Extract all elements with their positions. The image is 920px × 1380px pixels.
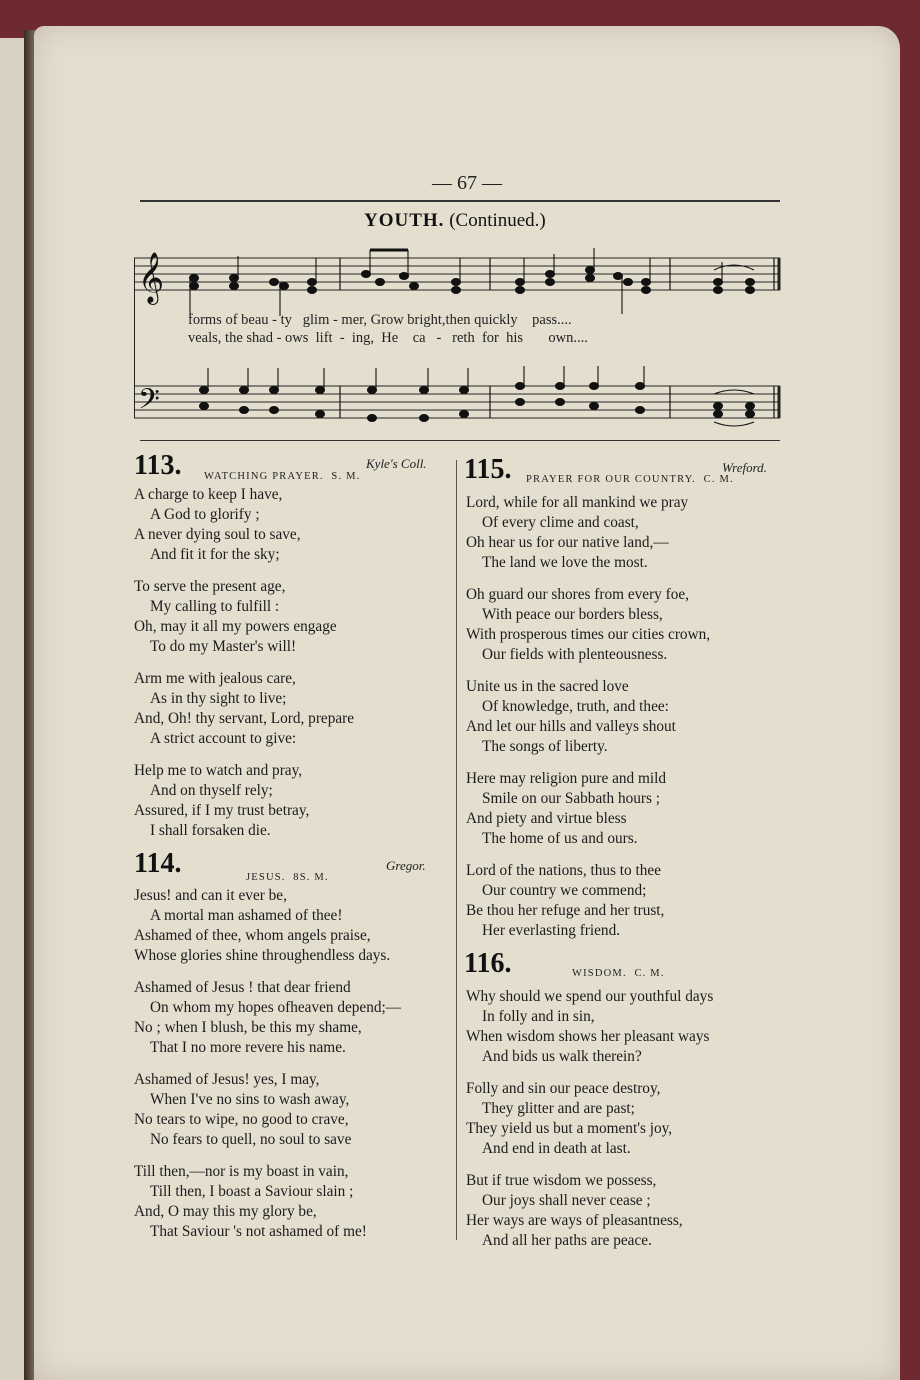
hymn-113-title: WATCHING PRAYER. S. M. — [204, 471, 361, 482]
page-number: — 67 — — [432, 172, 502, 194]
verse-line: Lord of the nations, thus to thee — [466, 862, 661, 879]
verse-line: Whose glories shine throughendless days. — [134, 947, 391, 964]
tune-note: (Continued.) — [449, 210, 546, 231]
verse-line: Smile on our Sabbath hours ; — [482, 790, 661, 807]
verse-line: No fears to quell, no soul to save — [150, 1131, 352, 1148]
verse-line: When I've no sins to wash away, — [150, 1091, 350, 1108]
verse-line: Ashamed of Jesus ! that dear friend — [134, 979, 351, 996]
verse-line: That Saviour 's not ashamed of me! — [150, 1223, 367, 1240]
verse-line: Our fields with plenteousness. — [482, 646, 668, 663]
verse-line: On whom my hopes ofheaven depend;— — [150, 999, 402, 1016]
lyric-line-1: forms of beau - ty glim - mer, Grow bright,then quickly pass.... — [188, 312, 572, 328]
verse-line: My calling to fulfill : — [150, 598, 280, 615]
verse-line: They yield us but a moment's joy, — [466, 1120, 673, 1137]
verse-line: And bids us walk therein? — [482, 1048, 642, 1065]
verse-line: Ashamed of Jesus! yes, I may, — [134, 1071, 320, 1088]
hymn-116-number: 116. — [464, 948, 512, 979]
hymn-113-number: 113. — [134, 450, 182, 481]
verse-line: Our joys shall never cease ; — [482, 1192, 651, 1209]
verse-line: A God to glorify ; — [150, 506, 260, 523]
verse-line: As in thy sight to live; — [150, 690, 287, 707]
bass-notes — [200, 366, 755, 426]
hymn-113-composer: Kyle's Coll. — [366, 456, 427, 471]
treble-clef-icon: 𝄞 — [138, 252, 165, 303]
verse-line: Oh guard our shores from every foe, — [466, 586, 690, 603]
verse-line: A mortal man ashamed of thee! — [150, 907, 343, 924]
verse-line: Why should we spend our youthful days — [466, 988, 714, 1005]
hymn-114-composer: Gregor. — [386, 858, 426, 873]
hymn-115-text — [466, 493, 710, 941]
hymn-114-number: 114. — [134, 848, 182, 879]
verse-line: Till then, I boast a Saviour slain ; — [150, 1183, 354, 1200]
verse-line: And all her paths are peace. — [482, 1232, 652, 1249]
verse-line: Ashamed of thee, whom angels praise, — [134, 927, 371, 944]
bass-staff — [134, 386, 780, 418]
verse-line: Folly and sin our peace destroy, — [466, 1080, 661, 1097]
verse-line: Her everlasting friend. — [482, 922, 621, 939]
verse-line: A charge to keep I have, — [134, 486, 283, 503]
hymn-115-title: PRAYER FOR OUR COUNTRY. C. M. — [526, 474, 734, 485]
verse-line: With prosperous times our cities crown, — [466, 626, 711, 643]
verse-line: Lord, while for all mankind we pray — [466, 494, 689, 511]
verse-line: And fit it for the sky; — [150, 546, 280, 563]
verse-line: Oh hear us for our native land,— — [466, 534, 669, 551]
music-bottom-rule — [140, 440, 780, 441]
verse-line: Arm me with jealous care, — [134, 670, 296, 687]
verse-line: Jesus! and can it ever be, — [134, 887, 287, 904]
verse-line: And, Oh! thy servant, Lord, prepare — [134, 710, 355, 727]
book-page — [34, 26, 900, 1380]
verse-line: But if true wisdom we possess, — [466, 1172, 657, 1189]
hymn-116-title: WISDOM. C. M. — [572, 968, 665, 979]
verse-line: With peace our borders bless, — [482, 606, 663, 623]
verse-line: Our country we commend; — [482, 882, 647, 899]
verse-line: The songs of liberty. — [482, 738, 608, 755]
bass-clef-icon: 𝄢 — [138, 383, 160, 423]
hymn-115-composer: Wreford. — [722, 460, 767, 475]
verse-line: Assured, if I my trust betray, — [134, 802, 310, 819]
column-divider — [456, 460, 457, 1240]
verse-line: Unite us in the sacred love — [466, 678, 629, 695]
header-rule — [140, 200, 780, 202]
lyric-line-2: veals, the shad - ows lift - ing, He ca - reth for his own.... — [188, 330, 588, 346]
hymn-115-number: 115. — [464, 454, 512, 485]
verse-line: And end in death at last. — [482, 1140, 631, 1157]
verse-line: The land we love the most. — [482, 554, 648, 571]
verse-line: Oh, may it all my powers engage — [134, 618, 337, 635]
verse-line: Of every clime and coast, — [482, 514, 639, 531]
verse-line: And piety and virtue bless — [466, 810, 627, 827]
hymn-113-text — [134, 485, 354, 841]
verse-line: And let our hills and valleys shout — [466, 718, 676, 735]
tune-name: YOUTH. — [364, 210, 445, 231]
verse-line: Of knowledge, truth, and thee: — [482, 698, 669, 715]
verse-line: Help me to watch and pray, — [134, 762, 303, 779]
verse-line: A strict account to give: — [150, 730, 297, 747]
verse-line: No ; when I blush, be this my shame, — [134, 1019, 362, 1036]
verse-line: In folly and in sin, — [482, 1008, 595, 1025]
verse-line: I shall forsaken die. — [150, 822, 271, 839]
tune-title — [364, 210, 546, 232]
left-page-edge — [0, 38, 24, 1380]
verse-line: Till then,—nor is my boast in vain, — [134, 1163, 349, 1180]
verse-line: No tears to wipe, no good to crave, — [134, 1111, 349, 1128]
hymn-114-title: JESUS. 8S. M. — [246, 872, 329, 883]
verse-line: Here may religion pure and mild — [466, 770, 667, 787]
verse-line: To serve the present age, — [134, 578, 286, 595]
verse-line: The home of us and ours. — [482, 830, 638, 847]
verse-line: They glitter and are past; — [482, 1100, 635, 1117]
verse-line: A never dying soul to save, — [134, 526, 301, 543]
hymn-114-text — [134, 886, 401, 1242]
verse-line: To do my Master's will! — [150, 638, 297, 655]
verse-line: When wisdom shows her pleasant ways — [466, 1028, 710, 1045]
verse-line: Be thou her refuge and her trust, — [466, 902, 665, 919]
hymn-116-text — [466, 987, 713, 1251]
verse-line: And, O may this my glory be, — [134, 1203, 317, 1220]
verse-line: That I no more revere his name. — [150, 1039, 346, 1056]
verse-line: Her ways are ways of pleasantness, — [466, 1212, 683, 1229]
verse-line: And on thyself rely; — [150, 782, 273, 799]
